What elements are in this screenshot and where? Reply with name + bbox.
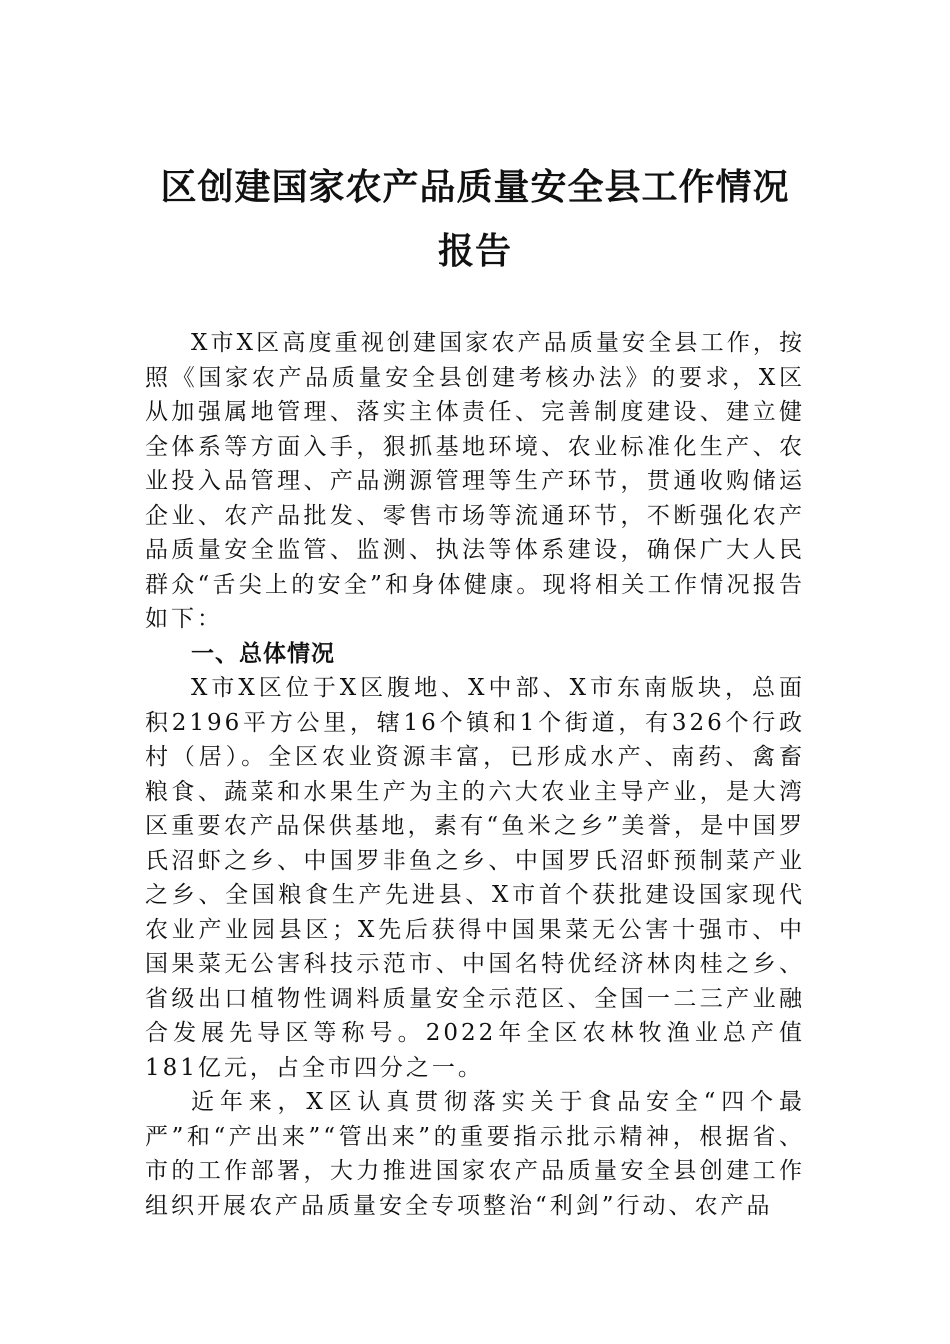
section-heading: 一、总体情况	[191, 640, 335, 667]
intro-paragraph: X市X区高度重视创建国家农产品质量安全县工作，按照《国家农产品质量安全县创建考核办法》的要求，X区从加强属地管理、落实主体责任、完善制度建设、建立健全体系等方面入手，狠抓基地环境、农业标准化生产、农业投入品管理、产品溯源管理等生产环节，贯通收购储运企业、农产品批发、零售市场等流通环节，不断强化农产品质量安全监管、监测、执法等体系建设，确保广大人民群众“舌尖上的安全”和身体健康。现将相关工作情况报告如下：	[145, 330, 805, 632]
overview-paragraph: X市X区位于X区腹地、X中部、X市东南版块，总面积2196平方公里，辖16个镇和1个街道，有326个行政村（居）。全区农业资源丰富，已形成水产、南药、禽畜粮食、蔬菜和水果生产为主的六大农业主导产业，是大湾区重要农产品保供基地，素有“鱼米之乡”美誉，是中国罗氏沼虾之乡、中国罗非鱼之乡、中国罗氏沼虾预制菜产业之乡、全国粮食生产先进县、X市首个获批建设国家现代农业产业园县区；X先后获得中国果菜无公害十强市、中国果菜无公害科技示范市、中国名特优经济林肉桂之乡、省级出口植物性调料质量安全示范区、全国一二三产业融合发展先导区等称号。2022年全区农林牧渔业总产值181亿元，占全市四分之一。	[145, 675, 805, 1081]
document-title: 区创建国家农产品质量安全县工作情况报告	[160, 166, 790, 272]
recent-years-paragraph: 近年来，X区认真贯彻落实关于食品安全“四个最严”和“产出来”“管出来”的重要指示批示精神，根据省、市的工作部署，大力推进国家农产品质量安全县创建工作组织开展农产品质量安全专项整治“利剑”行动、农产品	[145, 1089, 805, 1219]
document-body	[145, 326, 805, 1223]
